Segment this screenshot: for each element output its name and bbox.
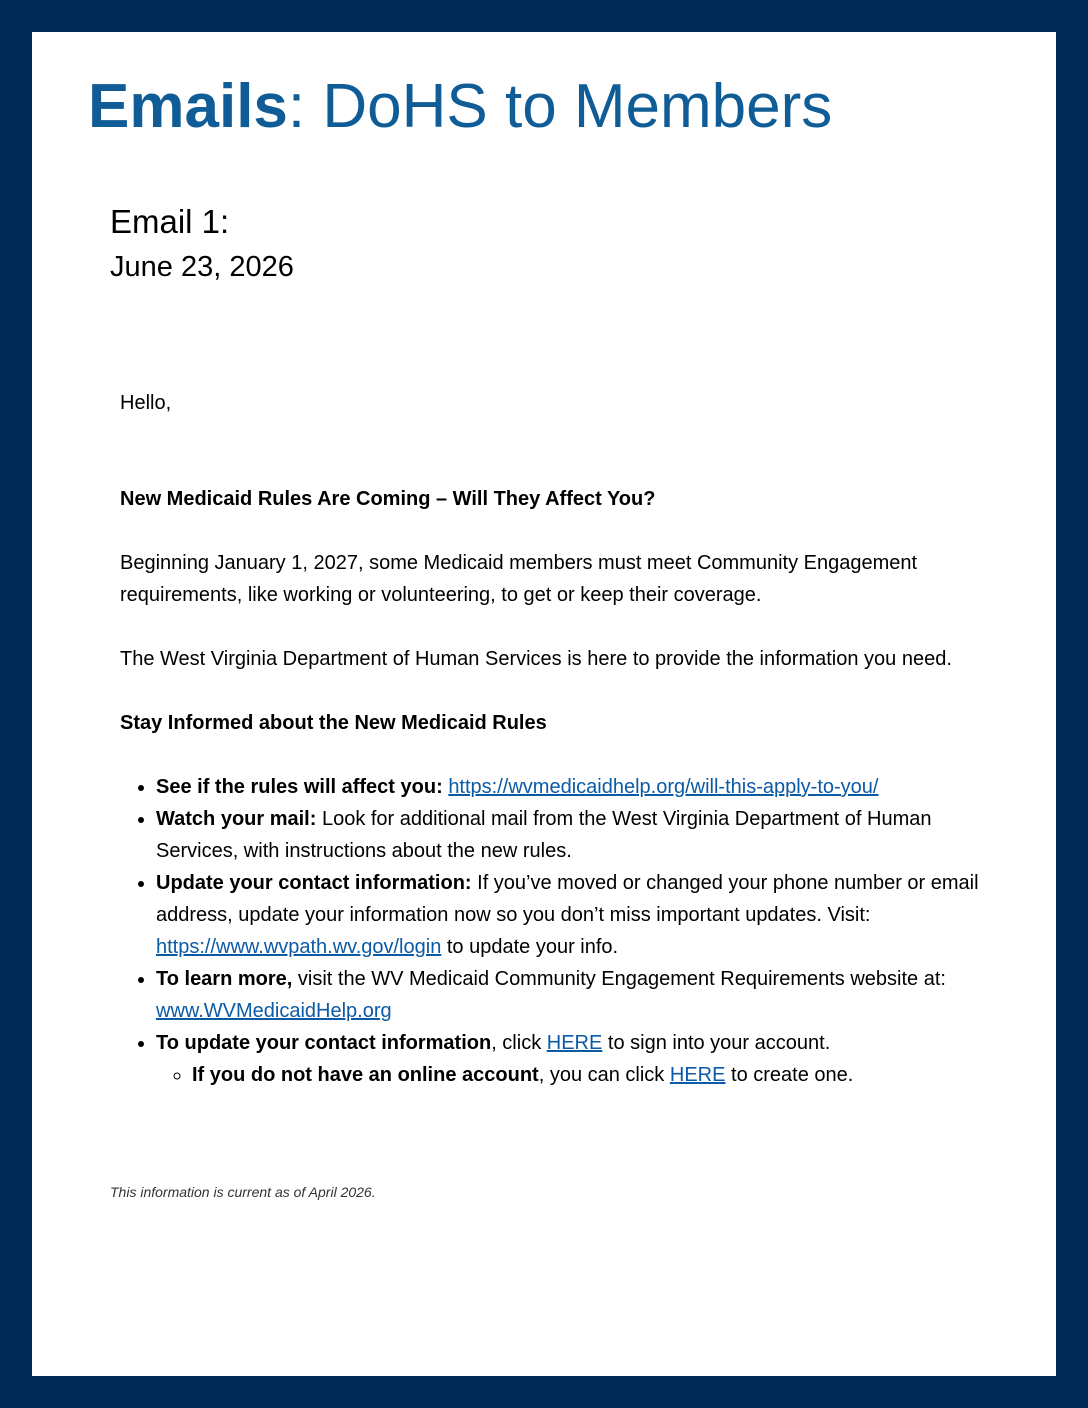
sub-bullet-text-after: to create one. bbox=[731, 1064, 854, 1086]
email-date: June 23, 2026 bbox=[110, 251, 294, 283]
wvmedicaidhelp-link[interactable]: www.WVMedicaidHelp.org bbox=[156, 1000, 392, 1022]
create-account-here-link[interactable]: HERE bbox=[669, 1064, 726, 1086]
wvpath-login-link[interactable]: https://www.wvpath.wv.gov/login bbox=[156, 936, 442, 958]
bullet-label: See if the rules will affect you: bbox=[156, 776, 443, 798]
page-title-rest: : DoHS to Members bbox=[287, 72, 833, 141]
footnote: This information is current as of April 2026. bbox=[110, 1184, 376, 1200]
sub-bullet-text: , you can click bbox=[538, 1064, 665, 1086]
sub-list bbox=[156, 1059, 980, 1091]
list-item bbox=[156, 803, 980, 867]
list-item bbox=[156, 867, 980, 963]
bullet-label: Update your contact information: bbox=[156, 872, 472, 894]
subheading: Stay Informed about the New Medicaid Rules bbox=[120, 712, 547, 734]
email-body bbox=[120, 387, 980, 1091]
bullet-label: Watch your mail: bbox=[156, 808, 317, 830]
page-title-bold: Emails bbox=[88, 72, 288, 141]
bullet-text: Look for additional mail from the West Virginia Department of Human Services, with instructions about the new rules. bbox=[156, 808, 932, 862]
document-page bbox=[32, 32, 1056, 1376]
apply-to-you-link[interactable]: https://wvmedicaidhelp.org/will-this-apply-to-you/ bbox=[448, 776, 879, 798]
bullet-text-after: to update your info. bbox=[446, 936, 619, 958]
info-list bbox=[120, 771, 980, 1091]
sign-in-here-link[interactable]: HERE bbox=[546, 1032, 603, 1054]
paragraph-1: Beginning January 1, 2027, some Medicaid members must meet Community Engagement requirements, like working or volunteering, to get or keep their coverage. bbox=[120, 552, 918, 606]
bullet-label: To learn more, bbox=[156, 968, 293, 990]
bullet-text: If you’ve moved or changed your phone number or email address, update your information now so you don’t miss important updates. Visit: bbox=[156, 872, 979, 926]
sub-list-item bbox=[192, 1059, 980, 1091]
page-title bbox=[88, 70, 832, 144]
bullet-label: To update your contact information bbox=[156, 1032, 492, 1054]
greeting: Hello, bbox=[120, 392, 172, 414]
list-item bbox=[156, 1027, 980, 1091]
list-item bbox=[156, 963, 980, 1027]
headline: New Medicaid Rules Are Coming – Will They Affect You? bbox=[120, 488, 656, 510]
email-heading: Email 1: bbox=[110, 203, 230, 240]
list-item bbox=[156, 771, 980, 803]
bullet-text: visit the WV Medicaid Community Engagement Requirements website at: bbox=[297, 968, 946, 990]
paragraph-2: The West Virginia Department of Human Services is here to provide the information you need. bbox=[120, 648, 952, 670]
bullet-text-after: to sign into your account. bbox=[607, 1032, 831, 1054]
bullet-text: , click bbox=[491, 1032, 542, 1054]
sub-bullet-label: If you do not have an online account bbox=[192, 1064, 539, 1086]
